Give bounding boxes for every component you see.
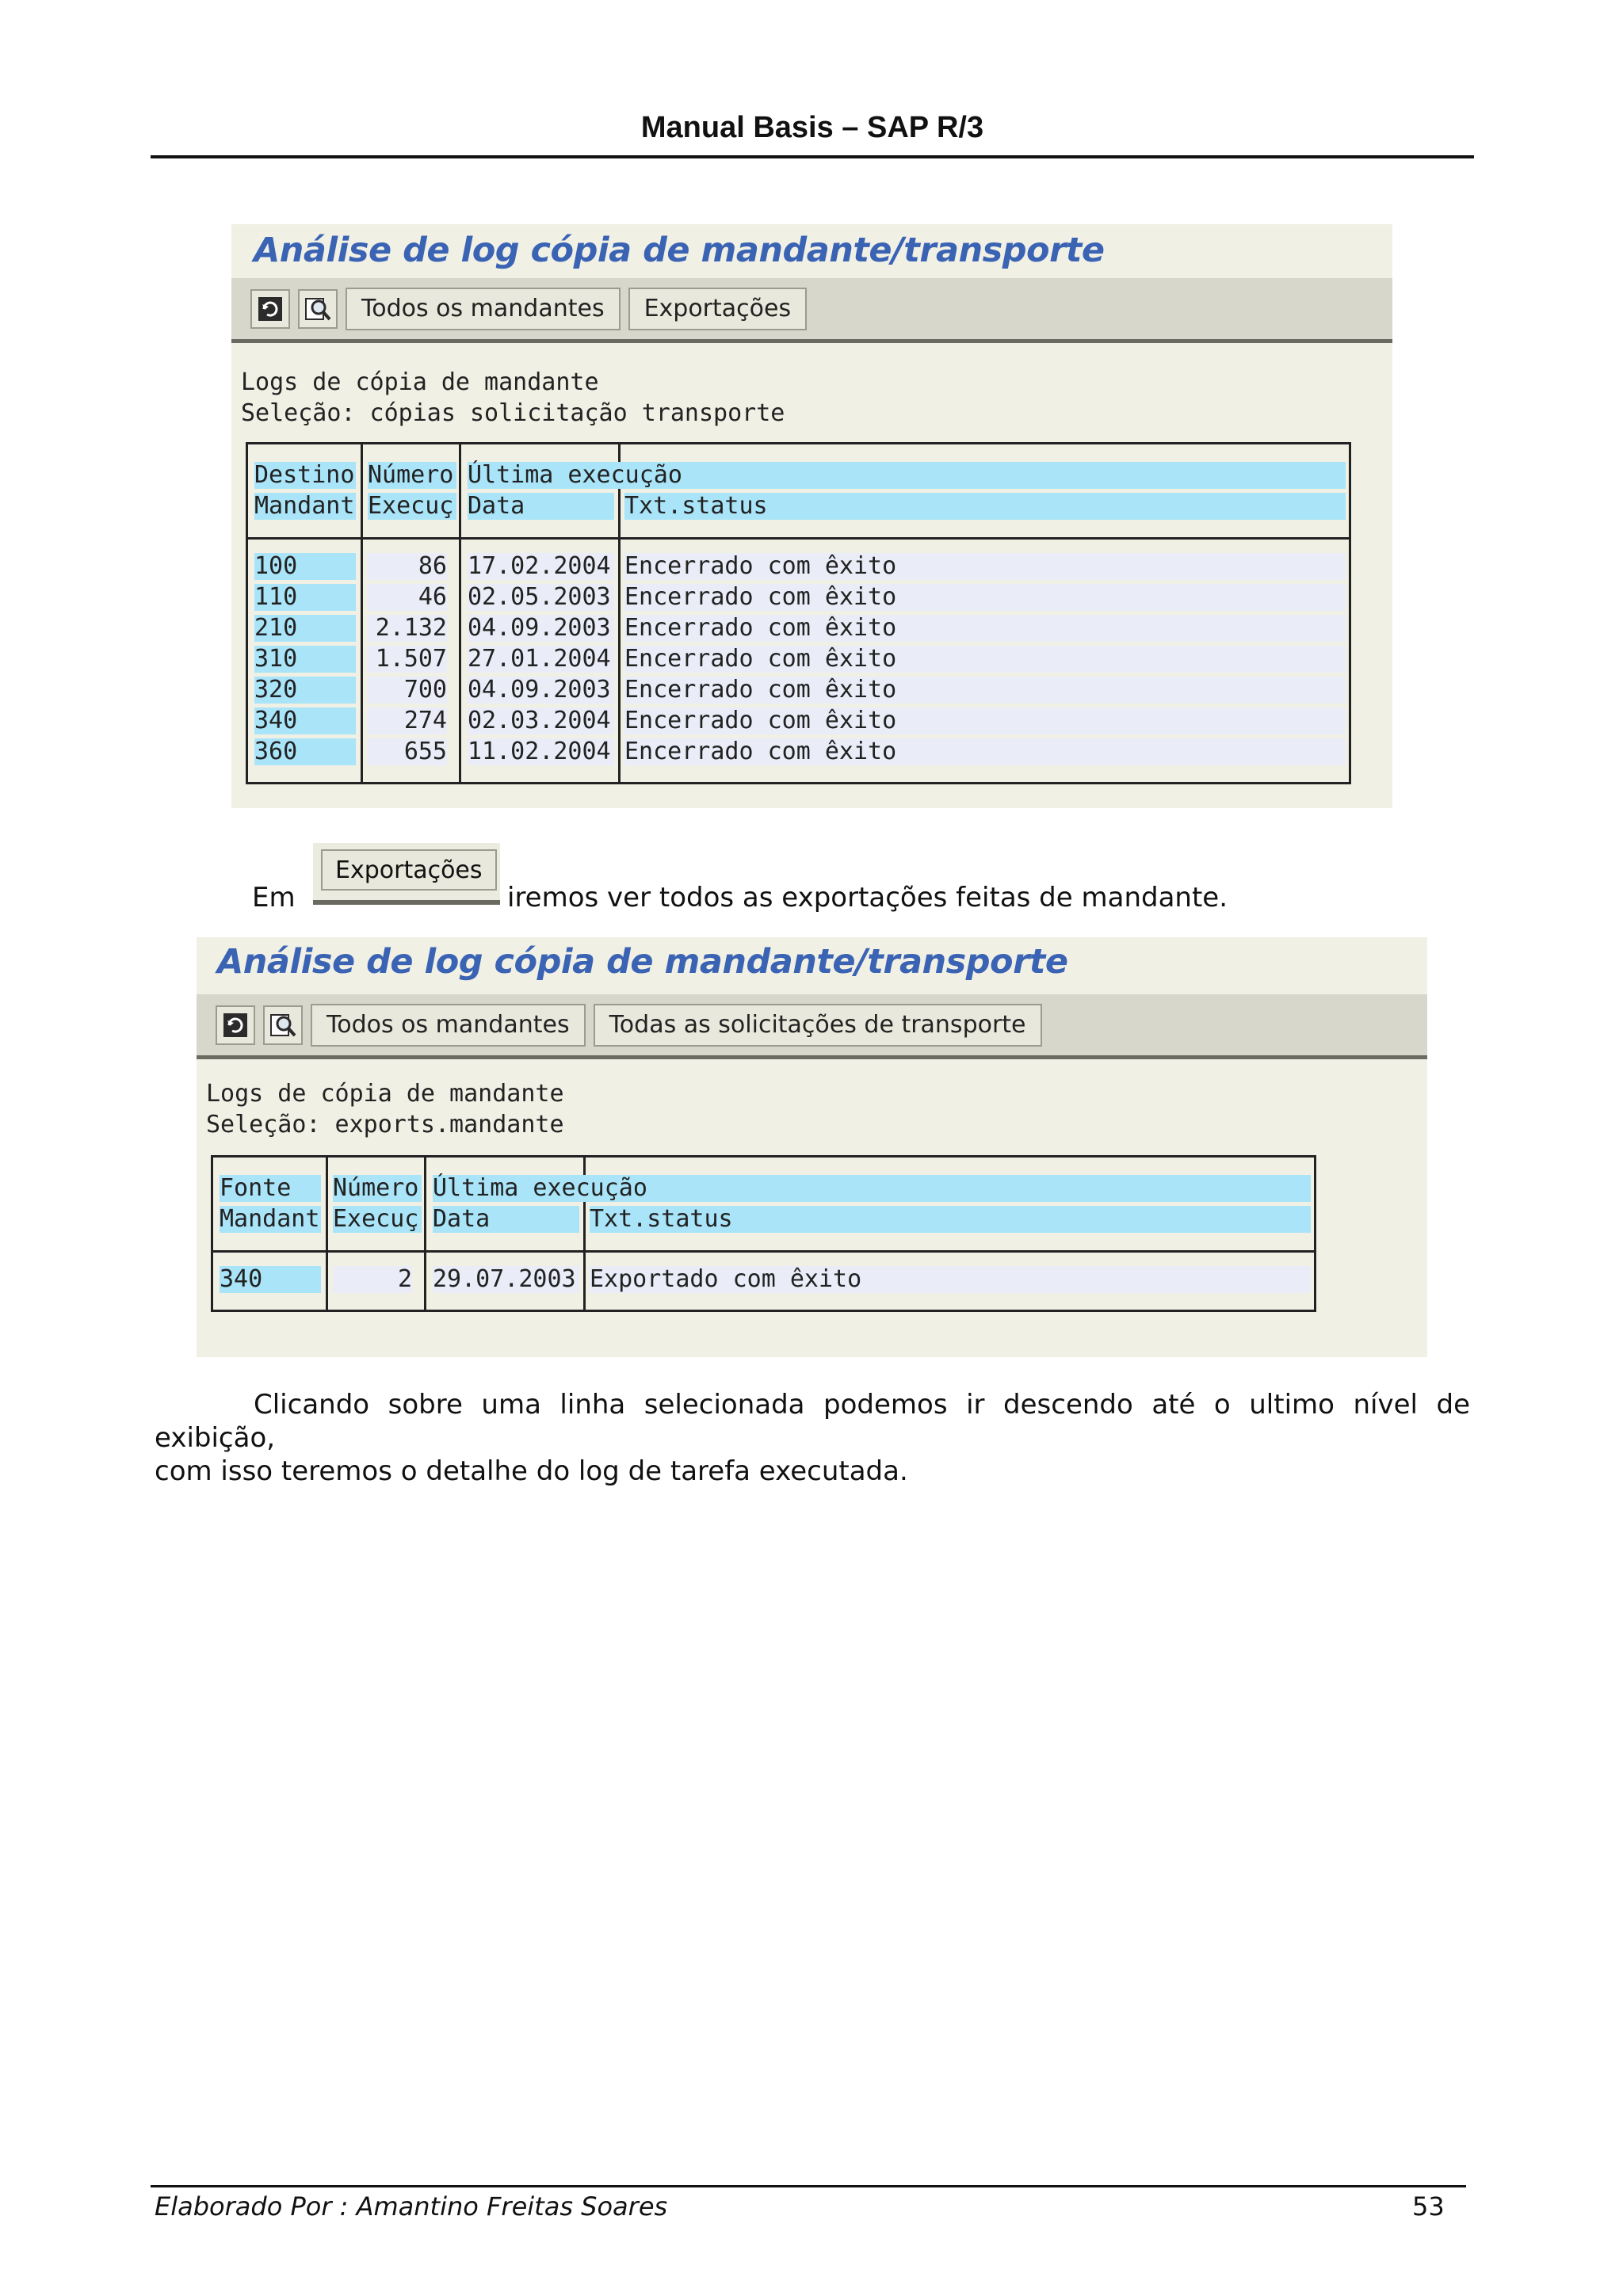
exports-button[interactable]: Exportações [628, 288, 808, 330]
column-header-txt-status: Txt.status [590, 1206, 1311, 1233]
application-toolbar [197, 994, 1427, 1059]
all-clients-button[interactable]: Todos os mandantes [311, 1004, 586, 1047]
cell-status: Encerrado com êxito [624, 738, 1346, 765]
column-header-data: Data [468, 493, 614, 520]
column-header-execuc: Execuç [368, 493, 456, 520]
footer-rule [151, 2185, 1466, 2187]
sap-screen-copy-logs [231, 224, 1392, 808]
middle-text-suffix: iremos ver todos as exportações feitas de mandante. [507, 882, 1228, 913]
info-line-2: Seleção: exports.mandante [206, 1111, 564, 1138]
exports-button-inline[interactable]: Exportações [321, 849, 497, 891]
cell-count: 655 [368, 738, 447, 765]
cell-count: 1.507 [368, 646, 447, 673]
cell-date: 17.02.2004 [468, 553, 614, 580]
screen-title: Análise de log cópia de mandante/transporte [217, 942, 1068, 982]
cell-client: 340 [220, 1266, 321, 1293]
all-transport-requests-button[interactable]: Todas as solicitações de transporte [594, 1004, 1042, 1047]
screen-title: Análise de log cópia de mandante/transporte [254, 231, 1105, 270]
cell-status: Encerrado com êxito [624, 646, 1346, 673]
refresh-icon[interactable] [250, 289, 290, 329]
column-header-ultima-execucao: Última execução [433, 1175, 1311, 1202]
paragraph-line-1: Clicando sobre uma linha selecionada podemos ir descendo até o ultimo nível de exibição, [155, 1389, 1470, 1454]
column-header-destino: Destino [254, 461, 355, 489]
cell-client: 110 [254, 584, 356, 611]
cell-client: 210 [254, 615, 356, 642]
cell-count: 2.132 [368, 615, 447, 642]
column-divider [326, 1158, 328, 1310]
all-clients-button[interactable]: Todos os mandantes [346, 288, 621, 330]
cell-status: Encerrado com êxito [624, 707, 1346, 734]
middle-text-prefix: Em [252, 882, 296, 913]
cell-date: 02.03.2004 [468, 707, 614, 734]
cell-count: 700 [368, 677, 447, 704]
column-header-data: Data [433, 1206, 579, 1233]
cell-date: 02.05.2003 [468, 584, 614, 611]
cell-date: 04.09.2003 [468, 677, 614, 704]
paragraph-line-2: com isso teremos o detalhe do log de tarefa executada. [155, 1455, 908, 1487]
body-paragraph [155, 1388, 1470, 1488]
footer-author: Elaborado Por : Amantino Freitas Soares [155, 2191, 668, 2222]
cell-date: 27.01.2004 [468, 646, 614, 673]
column-divider [361, 444, 363, 782]
column-header-mandant: Mandant [220, 1205, 320, 1233]
cell-status: Encerrado com êxito [624, 553, 1346, 580]
export-log-table [211, 1155, 1316, 1312]
cell-client: 340 [254, 707, 356, 734]
column-divider [618, 444, 621, 782]
cell-date: 29.07.2003 [433, 1266, 579, 1293]
column-divider [459, 444, 461, 782]
cell-client: 360 [254, 738, 356, 765]
cell-date: 04.09.2003 [468, 615, 614, 642]
column-header-numero: Número [368, 462, 456, 489]
cell-client: 100 [254, 553, 356, 580]
header-rule [151, 155, 1474, 158]
page-header-title: Manual Basis – SAP R/3 [640, 111, 984, 144]
cell-status: Encerrado com êxito [624, 584, 1346, 611]
column-header-numero: Número [333, 1175, 422, 1202]
copy-log-table [246, 442, 1351, 784]
column-header-ultima-execucao: Última execução [468, 462, 1346, 489]
column-header-txt-status: Txt.status [624, 493, 1346, 520]
info-line-1: Logs de cópia de mandante [206, 1080, 564, 1108]
cell-count: 46 [368, 584, 447, 611]
column-header-mandant: Mandant [254, 492, 355, 520]
cell-status: Encerrado com êxito [624, 615, 1346, 642]
cell-status: Encerrado com êxito [624, 677, 1346, 704]
page-number: 53 [1412, 2191, 1445, 2222]
detail-search-icon[interactable] [263, 1005, 303, 1045]
refresh-icon[interactable] [216, 1005, 255, 1045]
cell-client: 320 [254, 677, 356, 704]
detail-search-icon[interactable] [298, 289, 338, 329]
info-line-2: Seleção: cópias solicitação transporte [241, 399, 785, 427]
column-header-fonte: Fonte [220, 1175, 321, 1202]
column-header-execuc: Execuç [333, 1206, 422, 1233]
info-line-1: Logs de cópia de mandante [241, 368, 599, 396]
cell-client: 310 [254, 646, 356, 673]
application-toolbar [231, 278, 1392, 343]
cell-date: 11.02.2004 [468, 738, 614, 765]
cell-count: 86 [368, 553, 447, 580]
sap-screen-export-logs [197, 937, 1427, 1357]
header-divider [213, 1250, 1314, 1253]
header-divider [248, 537, 1349, 540]
inline-toolbar-snippet [313, 843, 500, 905]
cell-count: 274 [368, 707, 447, 734]
column-divider [424, 1158, 426, 1310]
cell-status: Exportado com êxito [590, 1266, 1311, 1293]
cell-count: 2 [333, 1266, 412, 1293]
